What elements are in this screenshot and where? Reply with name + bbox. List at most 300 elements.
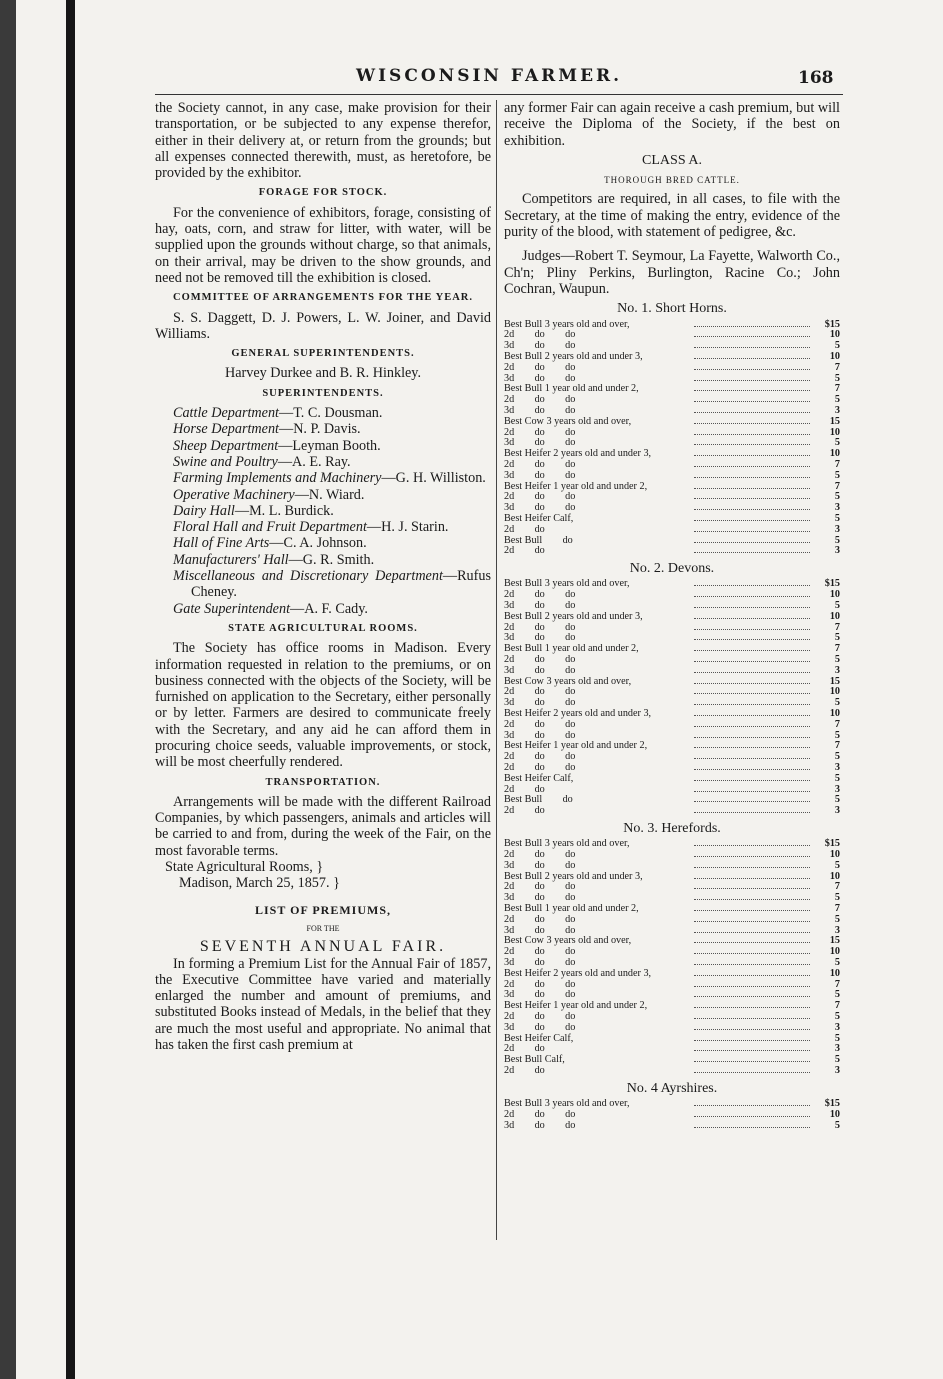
premium-row (504, 795, 840, 806)
premium-label: 3d do do (504, 1021, 576, 1033)
dot-leader (694, 525, 810, 536)
premium-label: 3d do do (504, 340, 576, 352)
premium-breed-lists (504, 301, 840, 1131)
breed-title: No. 1. Short Horns. (617, 301, 727, 317)
premium-amount: 10 (829, 946, 840, 958)
dot-leader (694, 872, 810, 883)
dot-leader (694, 590, 810, 601)
premium-label: 2d do do (504, 329, 576, 341)
breed-title: No. 2. Devons. (629, 561, 715, 577)
superintendent-entry (173, 568, 491, 601)
premium-label: Best Heifer 1 year old and under 2, (504, 740, 648, 752)
department-name: Horse Department (173, 421, 279, 438)
superintendent-entry (173, 405, 491, 421)
premium-amount: 7 (834, 383, 840, 395)
general-superintendents-heading: GENERAL SUPERINTENDENTS. (231, 348, 415, 360)
superintendent-name: —A. F. Cady. (290, 600, 368, 617)
premium-label: 2d do do (504, 946, 576, 958)
dot-leader (694, 503, 810, 514)
superintendent-entry (173, 601, 491, 617)
premium-label: 2d do do (504, 426, 576, 438)
premium-amount: 5 (834, 751, 840, 763)
seventh-annual-fair-title: SEVENTH ANNUAL FAIR. (199, 938, 447, 956)
superintendent-name: —C. A. Johnson. (269, 535, 367, 552)
premium-row (504, 417, 840, 428)
premium-label: 3d do do (504, 729, 576, 741)
premium-amount: 10 (829, 967, 840, 979)
binding-rule (66, 0, 75, 1379)
premium-label: 3d do do (504, 697, 576, 709)
premium-amount: 5 (834, 469, 840, 481)
premium-row (504, 514, 840, 525)
premium-label: Best Heifer 1 year old and under 2, (504, 480, 648, 492)
dot-leader (694, 536, 810, 547)
dot-leader (694, 546, 810, 557)
signoff-line-2: Madison, March 25, 1857. } (179, 875, 340, 892)
superintendent-name: —G. R. Smith. (288, 551, 375, 568)
premium-amount: $15 (824, 838, 840, 850)
dot-leader (694, 709, 810, 720)
premium-row (504, 536, 840, 547)
premium-label: Best Bull do (504, 794, 573, 806)
premium-label: 2d do (504, 545, 545, 557)
department-name: Operative Machinery (173, 486, 295, 503)
dot-leader (694, 330, 810, 341)
list-title: LIST OF PREMIUMS, (254, 902, 391, 917)
dot-leader (694, 666, 810, 677)
premium-row (504, 546, 840, 557)
premium-label: 3d do do (504, 1119, 576, 1131)
dot-leader (694, 904, 810, 915)
premium-amount: 5 (834, 772, 840, 784)
premium-label: Best Heifer 2 years old and under 3, (504, 448, 652, 460)
dot-leader (694, 947, 810, 958)
dot-leader (694, 861, 810, 872)
premium-amount: 3 (834, 404, 840, 416)
dot-leader (694, 936, 810, 947)
premium-label: 2d do do (504, 1010, 576, 1022)
premium-amount: 5 (834, 599, 840, 611)
premium-amount: 5 (834, 1119, 840, 1131)
superintendent-entry (173, 487, 491, 503)
premium-table (504, 839, 840, 1077)
premium-label: Best Heifer 2 years old and under 3, (504, 967, 652, 979)
premium-label: Best Bull Calf, (504, 1054, 565, 1066)
premium-amount: 5 (834, 989, 840, 1001)
department-name: Sheep Department (173, 437, 279, 454)
premium-amount: 3 (834, 924, 840, 936)
premium-amount: 5 (834, 372, 840, 384)
superintendents-list (155, 405, 491, 617)
dot-leader (694, 687, 810, 698)
superintendents-heading: SUPERINTENDENTS. (262, 387, 384, 399)
premium-amount: 7 (834, 458, 840, 470)
dot-leader (694, 763, 810, 774)
dot-leader (694, 320, 810, 331)
premium-label: Best Cow 3 years old and over, (504, 935, 632, 947)
dot-leader (694, 655, 810, 666)
premium-amount: $15 (824, 1098, 840, 1110)
premium-amount: 10 (829, 686, 840, 698)
dot-leader (694, 601, 810, 612)
class-title: CLASS A. (642, 152, 702, 168)
premium-label: Best Bull 2 years old and under 3, (504, 350, 643, 362)
dot-leader (694, 1023, 810, 1034)
premium-label: 2d do do (504, 978, 576, 990)
premium-row (504, 1034, 840, 1045)
dot-leader (694, 990, 810, 1001)
premium-label: 3d do do (504, 924, 576, 936)
premium-label: Best Bull 3 years old and over, (504, 578, 630, 590)
premium-row (504, 861, 840, 872)
premium-amount: 3 (834, 545, 840, 557)
department-name: Dairy Hall (173, 502, 235, 519)
premium-amount: 15 (829, 935, 840, 947)
premium-label: 2d do do (504, 718, 576, 730)
premium-label: Best Bull 3 years old and over, (504, 838, 630, 850)
dot-leader (694, 795, 810, 806)
dot-leader (694, 579, 810, 590)
premium-amount: 5 (834, 956, 840, 968)
premium-amount: 7 (834, 1000, 840, 1012)
dot-leader (694, 926, 810, 937)
premium-table (504, 1099, 840, 1131)
dot-leader (694, 1044, 810, 1055)
class-paragraph: Competitors are required, in all cases, to file with the Secretary, at the time of making the entry, evidence of the purity of the blood, with statement of pedigree, &c. (504, 191, 840, 241)
premium-amount: 5 (834, 794, 840, 806)
premium-label: 2d do do (504, 881, 576, 893)
premium-label: 3d do do (504, 989, 576, 1001)
premium-label: Best Bull do (504, 534, 573, 546)
signoff-line-1: State Agricultural Rooms, } (165, 859, 324, 876)
dot-leader (694, 774, 810, 785)
premium-label: 2d do do (504, 458, 576, 470)
premium-amount: 10 (829, 1108, 840, 1120)
premium-label: 2d do do (504, 394, 576, 406)
premium-label: 3d do do (504, 437, 576, 449)
superintendent-entry (173, 470, 491, 486)
department-name: Farming Implements and Machinery (173, 470, 382, 487)
committee-paragraph: S. S. Daggett, D. J. Powers, L. W. Joiner, and David Williams. (155, 309, 491, 342)
dot-leader (694, 980, 810, 991)
premium-label: 3d do do (504, 599, 576, 611)
superintendent-name: —N. P. Davis. (279, 421, 361, 438)
superintendent-name: —N. Wiard. (294, 486, 365, 503)
department-name: Cattle Department (173, 405, 279, 422)
premium-amount: 10 (829, 350, 840, 362)
column-rule (496, 100, 497, 1240)
continuation-paragraph: any former Fair can again receive a cash premium, but will receive the Diploma of the Society, if the best on exhibition. (504, 100, 840, 149)
dot-leader (694, 1066, 810, 1077)
premium-label: 2d do do (504, 686, 576, 698)
judges-paragraph: Judges—Robert T. Seymour, La Fayette, Walworth Co., Ch'n; Pliny Perkins, Burlington, Racine Co.; John Cochran, Waupun. (504, 248, 840, 297)
premium-label: Best Heifer Calf, (504, 772, 574, 784)
dot-leader (694, 406, 810, 417)
premium-amount: 7 (834, 643, 840, 655)
dot-leader (694, 731, 810, 742)
for-the-label: FOR THE (306, 923, 340, 933)
intro-paragraph: the Society cannot, in any case, make provision for their transportation, or be subjected to any expense therefor, either in their delivery at, or return from the grounds; but all expenses connected therewith, must, as heretofore, be provided by the exhibitor. (155, 100, 491, 182)
premium-row (504, 1121, 840, 1132)
premium-amount: 10 (829, 448, 840, 460)
dot-leader (694, 752, 810, 763)
forage-heading: FORAGE FOR STOCK. (258, 187, 388, 199)
dot-leader (694, 839, 810, 850)
premium-label: Best Heifer Calf, (504, 512, 574, 524)
premium-row (504, 1023, 840, 1034)
dot-leader (694, 417, 810, 428)
committee-heading: COMMITTEE OF ARRANGEMENTS FOR THE YEAR. (173, 292, 473, 304)
premium-row (504, 720, 840, 731)
department-name: Hall of Fine Arts (173, 535, 270, 552)
premium-amount: 7 (834, 740, 840, 752)
premium-label: 2d do do (504, 913, 576, 925)
dot-leader (694, 633, 810, 644)
premium-amount: 5 (834, 512, 840, 524)
premium-amount: 3 (834, 1043, 840, 1055)
superintendent-entry (173, 438, 491, 454)
transportation-paragraph: Arrangements will be made with the different Railroad Companies, by which passengers, animals and articles will be carried to and from, during the week of the Fair, on the most favorable terms. (155, 793, 491, 859)
dot-leader (694, 915, 810, 926)
premium-amount: 7 (834, 903, 840, 914)
premium-amount: 5 (834, 491, 840, 503)
premium-label: Best Bull 3 years old and over, (504, 318, 630, 330)
transportation-heading: TRANSPORTATION. (265, 776, 381, 788)
premium-row (504, 1066, 840, 1077)
dot-leader (694, 460, 810, 471)
rooms-paragraph: The Society has office rooms in Madison. Every information requested in relation to the premiums, or on business connected with the objects of the Society, will be furnished on application to the Secretary, either personally or by letter. Farmers are desired to communicate freely with the Secretary, and any aid he can afford them in procuring choice seeds, valuable improvements, or stock, will be most cheerfully rendered. (155, 640, 491, 771)
premium-amount: 3 (834, 805, 840, 817)
left-column (155, 100, 491, 1053)
department-name: Manufacturers' Hall (173, 551, 289, 568)
premium-amount: 7 (834, 621, 840, 633)
premium-amount: 5 (834, 394, 840, 406)
dot-leader (694, 1001, 810, 1012)
premium-label: 3d do do (504, 404, 576, 416)
right-column (504, 100, 840, 1131)
dot-leader (694, 785, 810, 796)
premium-amount: 10 (829, 610, 840, 622)
premium-amount: 5 (834, 1032, 840, 1044)
premium-label: Best Bull 1 year old and under 2, (504, 383, 639, 395)
premium-label: Best Bull 3 years old and over, (504, 1098, 630, 1110)
premium-amount: 3 (834, 523, 840, 535)
premium-label: 3d do do (504, 859, 576, 871)
premium-amount: 5 (834, 697, 840, 709)
premium-amount: 5 (834, 437, 840, 449)
list-paragraph: In forming a Premium List for the Annual Fair of 1857, the Executive Committee have varied and materially enlarged the number and amount of premiums, and substituted Books instead of Medals, in the belief that they are much the most useful and appropriate. No animal that has taken the first cash premium at (155, 955, 491, 1054)
premium-amount: 5 (834, 913, 840, 925)
dot-leader (694, 363, 810, 374)
class-subtitle: THOROUGH BRED CATTLE. (604, 175, 740, 186)
dot-leader (694, 698, 810, 709)
premium-row (504, 471, 840, 482)
premium-amount: 5 (834, 1010, 840, 1022)
premium-label: Best Heifer Calf, (504, 1032, 574, 1044)
superintendent-name: —G. H. Williston. (381, 470, 486, 487)
dot-leader (694, 644, 810, 655)
dot-leader (694, 352, 810, 363)
dot-leader (694, 958, 810, 969)
superintendent-name: —H. J. Starin. (366, 519, 449, 536)
superintendent-entry (173, 421, 491, 437)
premium-row (504, 1055, 840, 1066)
premium-label: 3d do do (504, 469, 576, 481)
premium-row (504, 666, 840, 677)
premium-label: 3d do do (504, 372, 576, 384)
premium-table (504, 320, 840, 558)
premium-row (504, 806, 840, 817)
dot-leader (694, 806, 810, 817)
premium-amount: 7 (834, 480, 840, 492)
premium-label: 2d do (504, 1043, 545, 1055)
premium-amount: 10 (829, 589, 840, 601)
premium-row (504, 774, 840, 785)
premium-label: Best Bull 1 year old and under 2, (504, 643, 639, 655)
breed-title: No. 4 Ayrshires. (626, 1080, 718, 1096)
premium-label: 3d do do (504, 664, 576, 676)
premium-label: 3d do do (504, 502, 576, 514)
premium-row (504, 363, 840, 374)
dot-leader (694, 1099, 810, 1110)
premium-amount: 5 (834, 653, 840, 665)
header-rule (155, 94, 843, 95)
dot-leader (694, 374, 810, 385)
premium-label: 2d do do (504, 621, 576, 633)
dot-leader (694, 1121, 810, 1132)
premium-amount: $15 (824, 318, 840, 330)
premium-label: Best Bull 1 year old and under 2, (504, 903, 639, 914)
premium-amount: 5 (834, 340, 840, 352)
department-name: Swine and Poultry (173, 453, 278, 470)
premium-label: 2d do do (504, 653, 576, 665)
premium-amount: 5 (834, 1054, 840, 1066)
premium-amount: 3 (834, 1021, 840, 1033)
premium-label: Best Heifer 2 years old and under 3, (504, 707, 652, 719)
premium-amount: 10 (829, 870, 840, 882)
premium-amount: 7 (834, 978, 840, 990)
premium-row (504, 915, 840, 926)
dot-leader (694, 384, 810, 395)
premium-amount: 7 (834, 718, 840, 730)
premium-amount: 3 (834, 664, 840, 676)
dot-leader (694, 882, 810, 893)
superintendent-entry (173, 519, 491, 535)
premium-label: 2d do do (504, 751, 576, 763)
premium-label: Best Bull 2 years old and under 3, (504, 610, 643, 622)
premium-label: 2d do (504, 805, 545, 817)
superintendent-name: —M. L. Burdick. (234, 502, 334, 519)
dot-leader (694, 438, 810, 449)
dot-leader (694, 623, 810, 634)
dot-leader (694, 893, 810, 904)
superintendent-name: —Leyman Booth. (278, 437, 381, 454)
superintendent-entry (173, 454, 491, 470)
dot-leader (694, 850, 810, 861)
page-edge-shadow (0, 0, 16, 1379)
dot-leader (694, 1034, 810, 1045)
premium-label: 2d do (504, 783, 545, 795)
premium-row (504, 969, 840, 980)
dot-leader (694, 341, 810, 352)
premium-amount: 5 (834, 892, 840, 904)
premium-amount: 10 (829, 849, 840, 861)
dot-leader (694, 514, 810, 525)
premium-label: 3d do do (504, 956, 576, 968)
premium-amount: 7 (834, 881, 840, 893)
dot-leader (694, 741, 810, 752)
department-name: Gate Superintendent (173, 600, 291, 617)
department-name: Floral Hall and Fruit Department (173, 519, 367, 536)
premium-label: 2d do do (504, 589, 576, 601)
department-name: Miscellaneous and Discretionary Department (173, 568, 443, 585)
premium-amount: 15 (829, 675, 840, 687)
premium-amount: 10 (829, 329, 840, 341)
premium-amount: 3 (834, 761, 840, 773)
dot-leader (694, 471, 810, 482)
superintendent-name: —A. E. Ray. (277, 453, 351, 470)
dot-leader (694, 428, 810, 439)
premium-amount: 5 (834, 632, 840, 644)
premium-amount: 10 (829, 426, 840, 438)
premium-label: Best Cow 3 years old and over, (504, 675, 632, 687)
premium-label: 2d do (504, 1064, 545, 1076)
premium-amount: 3 (834, 783, 840, 795)
dot-leader (694, 492, 810, 503)
premium-label: 3d do do (504, 892, 576, 904)
premium-amount: 3 (834, 502, 840, 514)
rooms-heading: STATE AGRICULTURAL ROOMS. (228, 622, 418, 634)
superintendent-entry (173, 503, 491, 519)
premium-amount: 7 (834, 361, 840, 373)
running-head: WISCONSIN FARMER. (356, 66, 623, 86)
forage-paragraph: For the convenience of exhibitors, forage, consisting of hay, oats, corn, and straw for litter, with water, will be supplied upon the grounds without charge, so that animals, on their arrival, may be driven to the show grounds, and need not be removed till the exhibition is closed. (155, 204, 491, 286)
premium-label: 2d do do (504, 1108, 576, 1120)
superintendent-name: —Rufus Cheney. (191, 568, 491, 601)
dot-leader (694, 612, 810, 623)
premium-amount: 3 (834, 1064, 840, 1076)
premium-row (504, 525, 840, 536)
superintendent-name: —T. C. Dousman. (279, 405, 383, 422)
superintendent-entry (173, 535, 491, 551)
premium-label: 2d do do (504, 491, 576, 503)
superintendent-entry (173, 552, 491, 568)
premium-label: 3d do do (504, 632, 576, 644)
premium-label: 2d do (504, 523, 545, 535)
premium-amount: 5 (834, 534, 840, 546)
premium-row (504, 612, 840, 623)
premium-label: 2d do do (504, 361, 576, 373)
dot-leader (694, 1012, 810, 1023)
dot-leader (694, 1055, 810, 1066)
dot-leader (694, 677, 810, 688)
premium-label: Best Cow 3 years old and over, (504, 415, 632, 427)
general-superintendents-text: Harvey Durkee and B. R. Hinkley. (224, 365, 422, 382)
dot-leader (694, 720, 810, 731)
dot-leader (694, 1110, 810, 1121)
dot-leader (694, 395, 810, 406)
premium-amount: 5 (834, 729, 840, 741)
premium-label: 2d do do (504, 849, 576, 861)
dot-leader (694, 482, 810, 493)
page-number: 168 (798, 68, 834, 88)
dot-leader (694, 969, 810, 980)
breed-title: No. 3. Herefords. (623, 820, 721, 836)
premium-amount: 10 (829, 707, 840, 719)
premium-amount: 5 (834, 859, 840, 871)
dot-leader (694, 449, 810, 460)
premium-label: Best Bull 2 years old and under 3, (504, 870, 643, 882)
